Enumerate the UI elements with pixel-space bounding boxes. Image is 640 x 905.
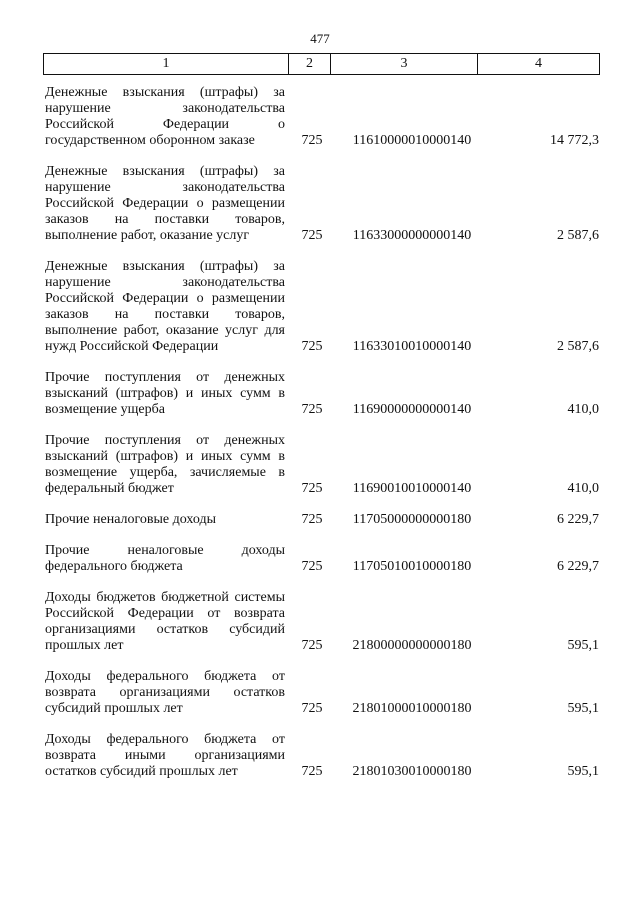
row-amount: 595,1 [567,701,599,716]
table-row [45,370,599,418]
row-description: Доходы бюджетов бюджетной системы Российской Федерации от возврата организациями остатков субсидий прошлых лет [45,590,285,653]
table-row [45,164,599,244]
row-amount: 2 587,6 [557,339,599,354]
column-header-3: 3 [331,54,478,75]
row-classification-code: 11705010010000180 [352,559,472,574]
table-row [45,85,599,149]
row-classification-code: 21801000010000180 [352,701,472,716]
column-header-table [43,53,600,75]
row-description: Денежные взыскания (штрафы) за нарушение законодательства Российской Федерации о государственном оборонном заказе [45,85,285,148]
row-admin-code: 725 [301,701,323,716]
row-description: Прочие неналоговые доходы [45,512,217,527]
row-classification-code: 21800000000000180 [352,638,472,653]
row-admin-code: 725 [301,133,323,148]
table-row [45,732,599,780]
row-amount: 410,0 [567,481,599,496]
row-description: Доходы федерального бюджета от возврата организациями остатков субсидий прошлых лет [45,669,285,716]
column-header-2: 2 [289,54,331,75]
row-admin-code: 725 [301,339,323,354]
row-classification-code: 11690010010000140 [352,481,472,496]
row-description: Денежные взыскания (штрафы) за нарушение законодательства Российской Федерации о размещении заказов на поставки товаров, выполнение работ, оказание услуг для нужд Российской Федерации [45,259,285,354]
row-admin-code: 725 [301,402,323,417]
row-amount: 595,1 [567,764,599,779]
row-classification-code: 11705000000000180 [352,512,472,527]
row-description: Денежные взыскания (штрафы) за нарушение законодательства Российской Федерации о размещении заказов на поставки товаров, выполнение работ, оказание услуг [45,164,285,243]
column-header-4: 4 [478,54,600,75]
column-header-1: 1 [44,54,289,75]
row-admin-code: 725 [301,638,323,653]
table-row [45,590,599,654]
row-amount: 6 229,7 [557,512,599,527]
row-admin-code: 725 [301,764,323,779]
row-description: Прочие поступления от денежных взысканий (штрафов) и иных сумм в возмещение ущерба [45,370,285,417]
budget-rows [45,85,599,795]
page-number: 477 [310,31,330,46]
table-row [45,512,599,528]
row-amount: 2 587,6 [557,228,599,243]
table-row [45,433,599,497]
row-amount: 595,1 [567,638,599,653]
row-classification-code: 11633010010000140 [352,339,472,354]
table-row [45,259,599,355]
row-description: Доходы федерального бюджета от возврата иными организациями остатков субсидий прошлых лет [45,732,285,779]
row-amount: 410,0 [567,402,599,417]
row-classification-code: 11610000010000140 [352,133,472,148]
row-admin-code: 725 [301,481,323,496]
row-admin-code: 725 [301,512,323,527]
row-amount: 6 229,7 [557,559,599,574]
row-classification-code: 11633000000000140 [352,228,472,243]
row-classification-code: 21801030010000180 [352,764,472,779]
row-admin-code: 725 [301,228,323,243]
row-amount: 14 772,3 [550,133,599,148]
row-description: Прочие неналоговые доходы федерального бюджета [45,543,285,574]
row-classification-code: 11690000000000140 [352,402,472,417]
row-description: Прочие поступления от денежных взысканий (штрафов) и иных сумм в возмещение ущерба, зачисляемые в федеральный бюджет [45,433,285,496]
table-row [45,669,599,717]
row-admin-code: 725 [301,559,323,574]
table-row [45,543,599,575]
